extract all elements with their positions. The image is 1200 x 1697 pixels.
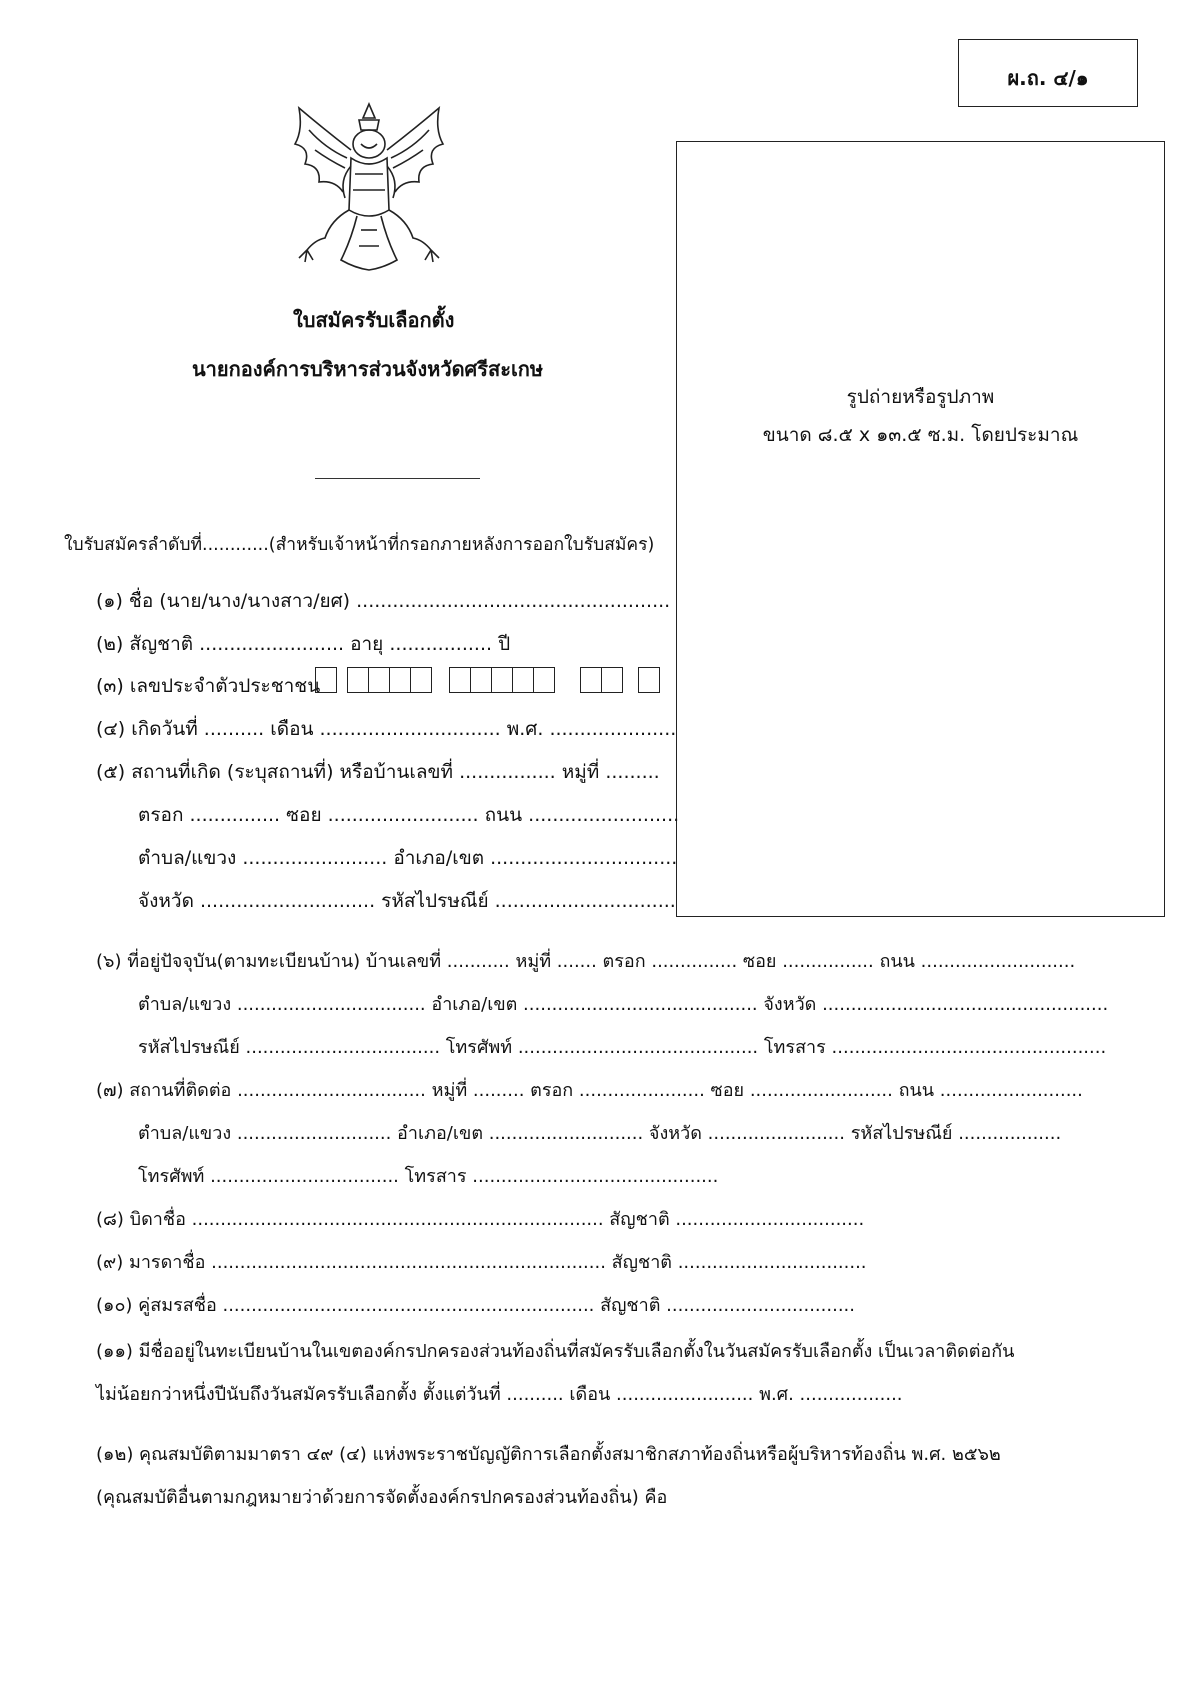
field-contact-district[interactable]: ตำบล/แขวง ........................... อำเภอ/เขต ........................... จังหวัด ........................ รหัสไปรษณีย์ .................. (138, 1123, 1062, 1144)
form-title: ใบสมัครรับเลือกตั้ง (293, 308, 455, 332)
field-nationality-age[interactable]: (๒) สัญชาติ ........................ อายุ ................. ปี (96, 633, 511, 655)
field-current-address[interactable]: (๖) ที่อยู่ปัจจุบัน(ตามทะเบียนบ้าน) บ้านเลขที่ ........... หมู่ที่ ....... ตรอก ............... ซอย ................ ถนน ........................... (96, 951, 1076, 972)
field-residence-duration: (๑๑) มีชื่ออยู่ในทะเบียนบ้านในเขตองค์กรปกครองส่วนท้องถิ่นที่สมัครรับเลือกตั้งในวันสมัครรับเลือกตั้ง เป็นเวลาติดต่อกัน (96, 1341, 1015, 1362)
id-digit-box[interactable] (389, 667, 411, 693)
id-digit-box[interactable] (347, 667, 369, 693)
photo-box (676, 141, 1165, 917)
field-father[interactable]: (๘) บิดาชื่อ ........................................................................ สัญชาติ ................................. (96, 1209, 865, 1230)
field-name[interactable]: (๑) ชื่อ (นาย/นาง/นางสาว/ยศ) .................................................... (96, 590, 671, 612)
id-digit-box[interactable] (368, 667, 390, 693)
field-contact-address[interactable]: (๗) สถานที่ติดต่อ ................................. หมู่ที่ ......... ตรอก ...................... ซอย ......................... ถนน ......................... (96, 1080, 1083, 1101)
id-digit-box[interactable] (533, 667, 555, 693)
field-birthplace-road[interactable]: ตรอก ............... ซอย ......................... ถนน ......................... (138, 804, 680, 826)
field-birth-date[interactable]: (๔) เกิดวันที่ .......... เดือน .............................. พ.ศ. ..................... (96, 718, 677, 740)
id-digit-box[interactable] (470, 667, 492, 693)
field-contact-phone[interactable]: โทรศัพท์ ................................. โทรสาร ........................................... (138, 1166, 719, 1187)
photo-label: รูปถ่ายหรือรูปภาพ (846, 386, 995, 408)
photo-size-label: ขนาด ๘.๕ x ๑๓.๕ ซ.ม. โดยประมาณ (762, 424, 1079, 446)
field-birthplace-province[interactable]: จังหวัด ............................. รหัสไปรษณีย์ .............................. (138, 890, 676, 912)
id-digit-box[interactable] (638, 667, 660, 693)
field-birthplace[interactable]: (๕) สถานที่เกิด (ระบุสถานที่) หรือบ้านเลขที่ ................ หมู่ที่ ......... (96, 761, 660, 783)
form-code-box (958, 39, 1138, 107)
title-divider (315, 478, 480, 479)
form-code: ผ.ถ. ๔/๑ (1007, 66, 1089, 90)
field-mother[interactable]: (๙) มารดาชื่อ ..................................................................... สัญชาติ ................................. (96, 1252, 867, 1273)
id-digit-box[interactable] (601, 667, 623, 693)
field-current-address-contact[interactable]: รหัสไปรษณีย์ .................................. โทรศัพท์ .......................................... โทรสาร ................................................ (138, 1037, 1107, 1058)
id-digit-box[interactable] (410, 667, 432, 693)
receipt-number-line: ใบรับสมัครลำดับที่............(สำหรับเจ้าหน้าที่กรอกภายหลังการออกใบรับสมัคร) (64, 535, 655, 555)
field-spouse[interactable]: (๑๐) คู่สมรสชื่อ ................................................................. สัญชาติ ................................. (96, 1295, 855, 1316)
id-digit-box[interactable] (315, 667, 337, 693)
form-subtitle: นายกองค์การบริหารส่วนจังหวัดศรีสะเกษ (192, 357, 544, 381)
field-birthplace-district[interactable]: ตำบล/แขวง ........................ อำเภอ/เขต ............................... (138, 847, 678, 869)
field-qualifications: (๑๒) คุณสมบัติตามมาตรา ๔๙ (๔) แห่งพระราชบัญญัติการเลือกตั้งสมาชิกสภาท้องถิ่นหรือผู้บริหารท้องถิ่น พ.ศ. ๒๕๖๒ (96, 1444, 1001, 1465)
field-qualifications-other: (คุณสมบัติอื่นตามกฎหมายว่าด้วยการจัดตั้งองค์กรปกครองส่วนท้องถิ่น) คือ (96, 1487, 668, 1508)
id-digit-box[interactable] (580, 667, 602, 693)
field-national-id-label: (๓) เลขประจำตัวประชาชน (96, 675, 321, 697)
field-residence-since[interactable]: ไม่น้อยกว่าหนึ่งปีนับถึงวันสมัครรับเลือกตั้ง ตั้งแต่วันที่ .......... เดือน ........................ พ.ศ. .................. (96, 1384, 903, 1405)
id-digit-box[interactable] (491, 667, 513, 693)
id-digit-box[interactable] (449, 667, 471, 693)
garuda-emblem-icon (285, 100, 453, 278)
field-current-address-district[interactable]: ตำบล/แขวง ................................. อำเภอ/เขต ......................................... จังหวัด .................................................. (138, 994, 1109, 1015)
id-digit-box[interactable] (512, 667, 534, 693)
